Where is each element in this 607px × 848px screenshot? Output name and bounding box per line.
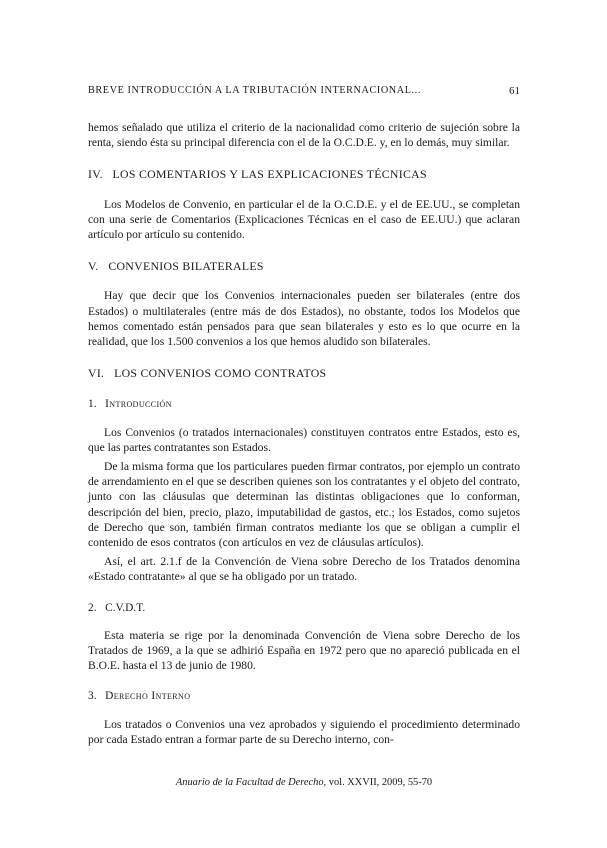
running-title: BREVE INTRODUCCIÓN A LA TRIBUTACIÓN INTERNACIONAL...	[88, 85, 421, 96]
subsection-number: 1.	[88, 398, 97, 411]
paragraph: Los tratados o Convenios una vez aprobados y siguiendo el procedimiento determinado por cada Estado entran a formar parte de su Derecho interno, con-	[88, 717, 520, 746]
subsection-title: C.V.D.T.	[105, 601, 146, 614]
subsection-heading-1	[88, 397, 520, 412]
subsection-number: 3.	[88, 690, 97, 703]
running-header	[88, 85, 520, 97]
journal-details: vol. XXVII, 2009, 55-70	[328, 777, 433, 788]
section-heading-vi	[88, 366, 520, 381]
subsection-number: 2.	[88, 601, 97, 614]
paragraph: Así, el art. 2.1.f de la Convención de Viena sobre Derecho de los Tratados denomina «Estado contratante» al que se ha obligado por un tratado.	[88, 555, 520, 584]
journal-name: Anuario de la Facultad de Derecho,	[175, 777, 327, 788]
section-number: V.	[88, 259, 99, 274]
subsection-title: Introducción	[105, 398, 172, 411]
section-number: VI.	[88, 366, 105, 381]
journal-footer	[88, 777, 520, 788]
page	[88, 0, 520, 848]
page-number: 61	[509, 85, 520, 97]
section-title: LOS COMENTARIOS Y LAS EXPLICACIONES TÉCNICAS	[112, 167, 427, 182]
subsection-heading-3	[88, 689, 520, 704]
paragraph: Los Modelos de Convenio, en particular el de la O.C.D.E. y el de EE.UU., se completan con una serie de Comentarios (Explicaciones Técnicas en el caso de EE.UU.) que aclaran artículo por artículo su contenido.	[88, 197, 520, 242]
body-text	[88, 120, 520, 747]
section-title: LOS CONVENIOS COMO CONTRATOS	[114, 366, 327, 381]
subsection-heading-2	[88, 601, 520, 616]
section-title: CONVENIOS BILATERALES	[108, 259, 264, 274]
paragraph: Hay que decir que los Convenios internacionales pueden ser bilaterales (entre dos Estados) o multilaterales (entre más de dos Estados), no obstante, todos los Modelos que hemos comentado están pensados para que sean bilaterales y esto es lo que ocurre en la realidad, que los 1.500 convenios a los que hemos aludido son bilaterales.	[88, 289, 520, 349]
section-heading-iv	[88, 167, 520, 182]
paragraph: Esta materia se rige por la denominada Convención de Viena sobre Derecho de los Tratados de 1969, a la que se adhirió España en 1972 pero que no apareció publicada en el B.O.E. hasta el 13 de junio de 1980.	[88, 628, 520, 673]
section-number: IV.	[88, 167, 103, 182]
paragraph: Los Convenios (o tratados internacionales) constituyen contratos entre Estados, esto es, que las partes contratantes son Estados.	[88, 425, 520, 454]
section-heading-v	[88, 259, 520, 274]
paragraph: De la misma forma que los particulares pueden firmar contratos, por ejemplo un contrato de arrendamiento en el que se describen quienes son los contratantes y el objeto del contrato, junto con las cláusulas que determinan las distintas obligaciones que lo conforman, descripción del bien, precio, plazo, imputabilidad de gastos, etc.; los Estados, como sujetos de Derecho que son, también firman contratos mediante los que se obligan a cumplir el contenido de esos contratos (con artículos en vez de cláusulas artículos).	[88, 460, 520, 550]
subsection-title: Derecho Interno	[105, 690, 191, 703]
paragraph: hemos señalado que utiliza el criterio de la nacionalidad como criterio de sujeción sobre la renta, siendo ésta su principal diferencia con el de la O.C.D.E. y, en lo demás, muy similar.	[88, 121, 520, 150]
